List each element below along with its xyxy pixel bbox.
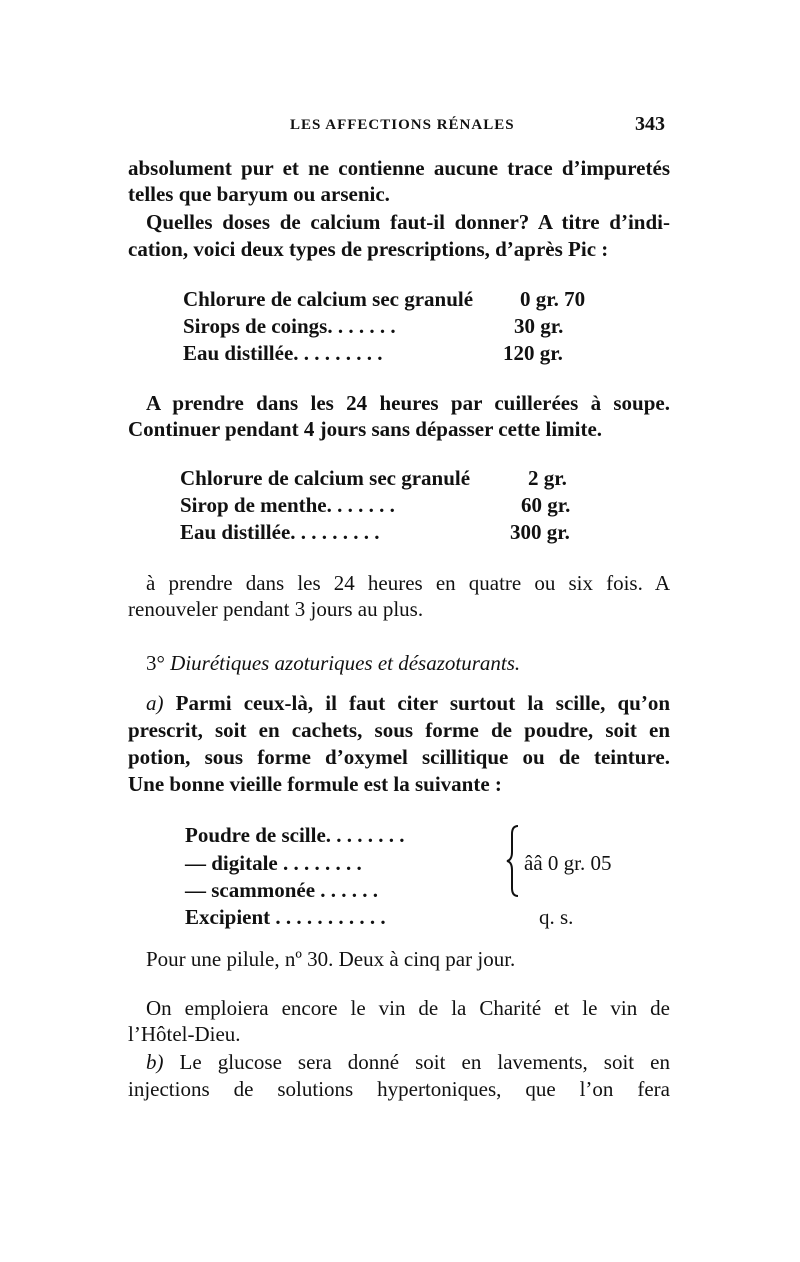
rx-label: Eau distillée. . . . . . . . . bbox=[183, 341, 383, 365]
rx-label: Sirops de coings. . . . . . . bbox=[183, 314, 396, 338]
formula-row: — scammonée . . . . . . bbox=[185, 878, 379, 902]
section-number: 3° bbox=[146, 651, 165, 675]
rx-value: 30 gr. bbox=[514, 314, 564, 338]
section-title: Diurétiques azoturiques et désazoturants. bbox=[170, 651, 521, 675]
shared-dose: ââ 0 gr. 05 bbox=[524, 851, 612, 875]
body-line: à prendre dans les 24 heures en quatre ou six fois. A bbox=[146, 571, 670, 595]
excipient-dose: q. s. bbox=[539, 905, 574, 929]
formula-row: Poudre de scille. . . . . . . . bbox=[185, 823, 405, 847]
body-line: cation, voici deux types de prescriptions, d’après Pic : bbox=[128, 237, 609, 261]
body-line bbox=[146, 1049, 670, 1075]
rx-value: 120 gr. bbox=[503, 341, 563, 365]
list-marker: a) bbox=[146, 691, 164, 715]
body-line: A prendre dans les 24 heures par cuillerées à soupe. bbox=[146, 391, 670, 415]
rx-value: 60 gr. bbox=[521, 493, 571, 517]
running-title: LES AFFECTIONS RÉNALES bbox=[290, 117, 515, 133]
rx-value: 300 gr. bbox=[510, 520, 570, 544]
rx-label: Eau distillée. . . . . . . . . bbox=[180, 520, 380, 544]
body-line: potion, sous forme d’oxymel scillitique ou de teinture. bbox=[128, 745, 670, 769]
list-marker: b) bbox=[146, 1050, 164, 1074]
body-line: l’Hôtel-Dieu. bbox=[128, 1022, 241, 1046]
body-line: injections de solutions hypertoniques, que l’on fera bbox=[128, 1077, 670, 1101]
body-line: Pour une pilule, nº 30. Deux à cinq par jour. bbox=[146, 947, 516, 971]
rx-label: Sirop de menthe. . . . . . . bbox=[180, 493, 395, 517]
curly-brace-icon bbox=[506, 824, 524, 898]
rx-value: 0 gr. 70 bbox=[520, 287, 586, 311]
page-number: 343 bbox=[635, 113, 665, 135]
body-text: Parmi ceux-là, il faut citer surtout la scille, qu’on bbox=[175, 691, 671, 715]
body-line: absolument pur et ne contienne aucune trace d’impuretés bbox=[128, 156, 670, 180]
body-line bbox=[146, 690, 670, 716]
rx-label: Chlorure de calcium sec granulé bbox=[183, 287, 474, 311]
rx-value: 2 gr. bbox=[528, 466, 567, 490]
rx-label: Chlorure de calcium sec granulé bbox=[180, 466, 471, 490]
formula-row: Excipient . . . . . . . . . . . bbox=[185, 905, 386, 929]
body-line: prescrit, soit en cachets, sous forme de poudre, soit en bbox=[128, 718, 670, 742]
body-line: Une bonne vieille formule est la suivante : bbox=[128, 772, 502, 796]
formula-row: — digitale . . . . . . . . bbox=[185, 851, 362, 875]
body-line: Quelles doses de calcium faut-il donner? A titre d’indi- bbox=[146, 210, 670, 234]
body-line: telles que baryum ou arsenic. bbox=[128, 182, 390, 206]
section-heading bbox=[146, 650, 520, 676]
body-line: renouveler pendant 3 jours au plus. bbox=[128, 597, 424, 621]
body-text: Le glucose sera donné soit en lavements, soit en bbox=[179, 1050, 671, 1074]
body-line: Continuer pendant 4 jours sans dépasser cette limite. bbox=[128, 417, 603, 441]
body-line: On emploiera encore le vin de la Charité et le vin de bbox=[146, 996, 670, 1020]
